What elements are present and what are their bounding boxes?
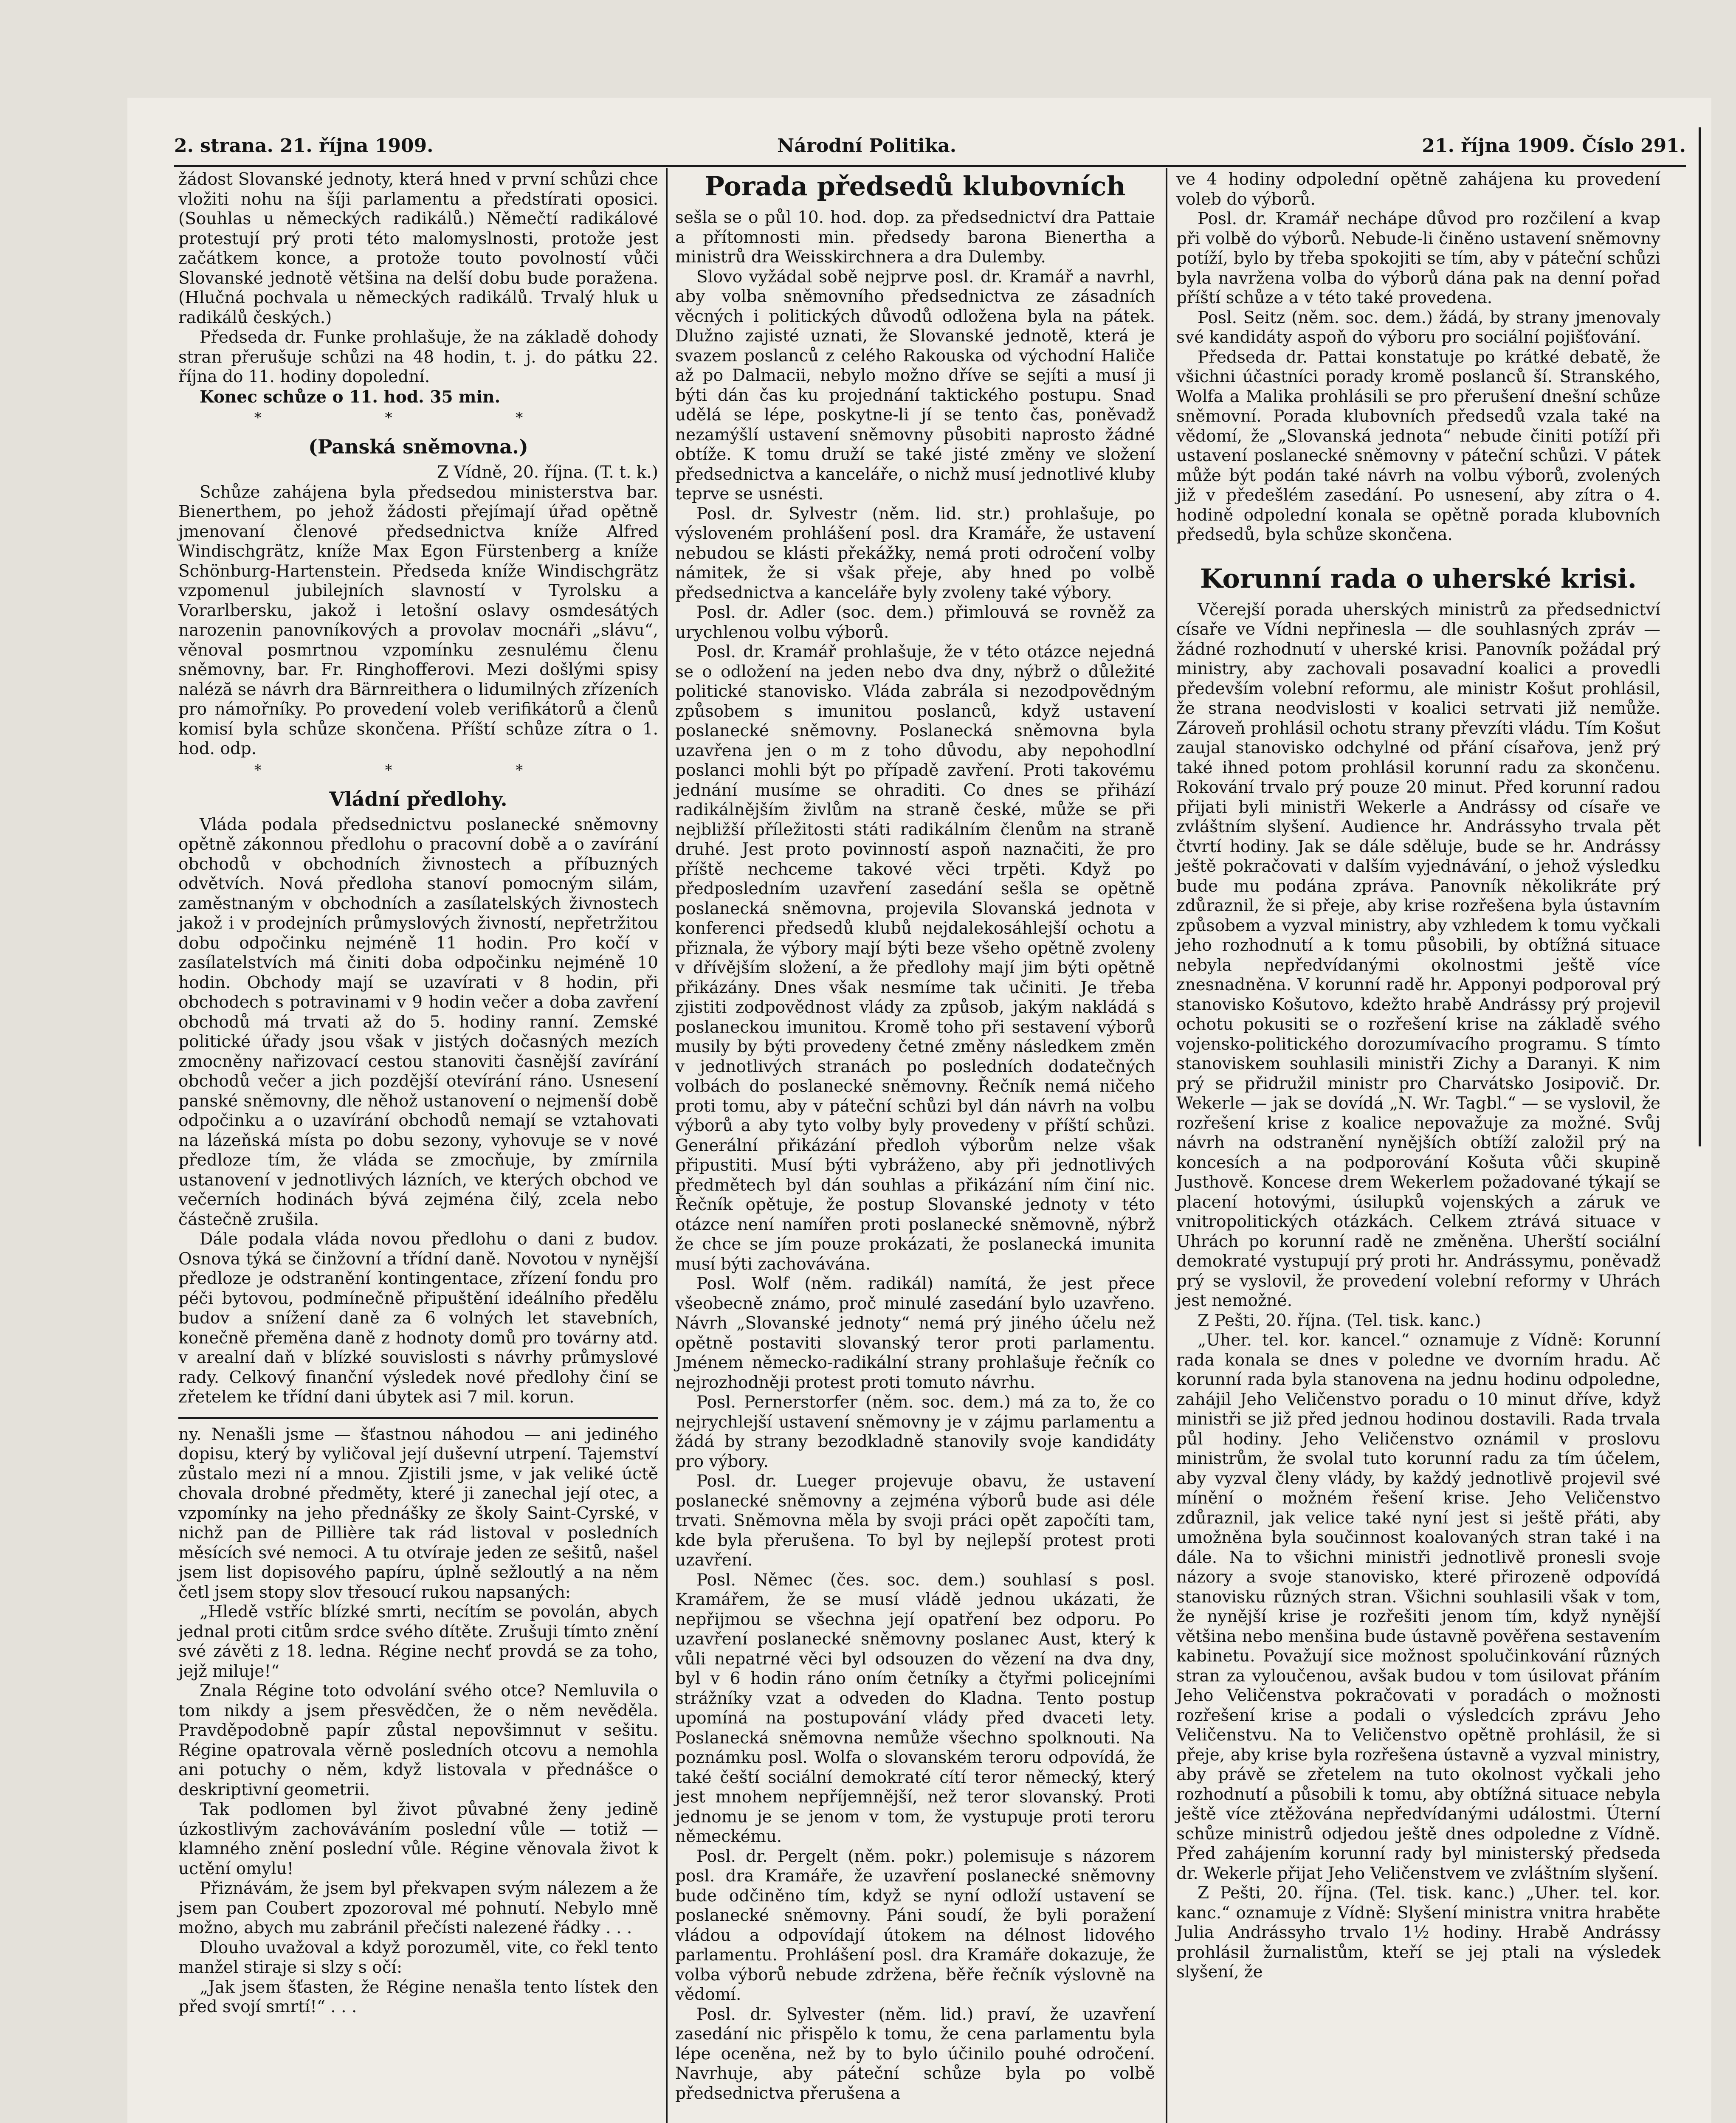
article-text: Posl. dr. Sylvestr (něm. lid. str.) prohlašuje, po výsloveném prohlášení posl. dra Kramáře, že ustavení nebudou se klásti překážky, nemá proti odročení volby námitek, že si však přeje, aby hned po volbě předsednictva a kanceláře byly zvoleny také výbory.: [675, 504, 1155, 603]
article-text: „Uher. tel. kor. kancel.“ oznamuje z Vídně: Korunní rada konala se dnes v poledne ve dvorním hradu. Ač korunní rada byla stanovena na jednu hodinu odpoledne, zahájil Jeho Veličenstvo poradu o 10 minut dříve, když ministři se již před jednou hodinou dostavili. Rada trvala půl hodiny. Jeho Veličenstvo oznámil v proslovu ministrům, že svolal tuto korunní radu za tím účelem, aby vyzval členy vlády, by každý jednotlivě projevil své mínění o možném řešení krise. Jeho Veličenstvo zdůraznil, jak velice také nyní jest si ještě přáti, aby umožněna byla součinnost koalovaných stran také i na dále. Na to všichni ministři jednotlivě pronesli svoje názory a svoje stanovisko, které přirozeně odpovídá stanovisku různých stran. Všichni souhlasili však v tom, že nynější krise je rozřešiti jenom tím, když nynější většina nebo menšina bude ústavně pověřena sestavením kabinetu. Považují sice možnost spolučinkování různých stran za vyloučenou, avšak budou v tom úsilovat přáním Jeho Veličenstva pokračovati v poradách o možnosti rozřešení krise a podali o výsledcích zprávu Jeho Veličenstvu. Na to Veličenstvo opětně prohlásil, že si přeje, aby krise byla rozřešena ústavně a vyzval ministry, aby právě se zřetelem na tuto okolnost vyčkali jeho rozhodnutí a působili k tomu, aby obtížná situace nebyla ještě více ztěžována nepředvídanými událostmi. Úterní schůze ministrů odjedou ještě dnes odpoledne z Vídně. Před zahájením korunní rady byl ministerský předseda dr. Wekerle přijat Jeho Veličenstvem ve zvláštním slyšení.: [1176, 1331, 1660, 1883]
header-masthead: Národní Politika.: [777, 135, 957, 157]
page-header: [174, 135, 1686, 165]
article-text: Posl. dr. Kramář prohlašuje, že v této otázce nejedná se o odložení na jeden nebo dva dny, nýbrž o důležité politické stanovisko. Vláda zabrála si nezodpovědným způsobem s imunitou poslanců, když ustavení poslanecké sněmovny. Poslanecká sněmovna byla uzavřena jen o m z toho důvodu, aby nepohodlní poslanci mohli být po případě zavření. Proti takovému jednání musíme se ohraditi. Co dnes se přihází radikálnějším živlům na straně české, může se při nejbližší příležitosti státi radikálním členům na straně druhé. Jest proto povinností aspoň naznačiti, že pro příště nechceme takové věci trpěti. Když po předposledním uzavření zasedání sešla se opětně poslanecká sněmovna, projevila Slovanská jednota v konferenci předsedů klubů nejdalekosáhlejší ochotu a přiznala, že výbory mají býti beze všeho opětně zvoleny v dřívějším složení, a že předlohy mají jim býti opětně přikázány. Dnes však nesmíme tak učiniti. Je třeba zjistiti zodpovědnost vlády za způsob, jakým nakládá s poslaneckou imunitou. Kromě toho při sestavení výborů musily by býti provedeny četné změny následkem změn v jednotlivých stranách po posledních dodatečných volbách do poslanecké sněmovny. Řečník nemá ničeho proti tomu, aby v páteční schůzi byl dán návrh na volbu výborů a aby tyto volby byly provedeny v příští schůzi. Generální přikázání předloh výborům nelze však připustiti. Musí býti vybráženo, aby při jednotlivých předmětech byl dán souhlas a přikázání ním činí nic. Řečník opětuje, že postup Slovanské jednoty v této otázce není namířen proti poslanecké sněmovně, nýbrž že chce se jím pouze prokázati, že poslanecká imunita musí býti zachovávána.: [675, 642, 1155, 1274]
article-text: Schůze zahájena byla předsedou ministerstva bar. Bienerthem, po jehož žádosti přejímají úřad opětně jmenovaní členové předsednictva kníže Alfred Windischgrätz, kníže Max Egon Fürstenberg a kníže Schönburg-Hartenstein. Předseda kníže Windischgrätz vzpomenul jubilejních slavností v Tyrolsku a Vorarlbersku, jakož i letošní oslavy osmdesátých narozenin panovníkových a provolav mocnáři „slávu“, věnoval posmrtnou vzpomínku zesnulému členu sněmovny, bar. Fr. Ringhofferovi. Mezi došlými spisy naléză se návrh dra Bärnreithera o lidumilných zřízeních pro námořníky. Po provedení voleb verifikátorů a členů komisí byla schůze skončena. Příští schůze zítra o 1. hod. odp.: [178, 482, 658, 758]
article-text: Vláda podala předsednictvu poslanecké sněmovny opětně zákonnou předlohu o pracovní době a o zavírání obchodů v obchodních živnostech a příbuzných odvětvích. Nová předloha stanoví pomocným silám, zaměstnaným v obchodních a zasílatelských živnostech jakož i v prodejních průmyslových živností, nepřetržitou dobu odpočinku nejméně 11 hodin. Pro kočí v zasílatelstvích má činiti doba odpočinku nejméně 10 hodin. Obchody mají se uzavírati v 8 hodin, při obchodech s potravinami v 9 hodin večer a doba zavření obchodů má trvati až do 5. hodiny ranní. Zemské politické úřady jsou však v jistých dočasných mezích zmocněny nařizovací cestou stanoviti časnější zavírání obchodů večer a jich pozdější otevírání ráno. Usnesení panské sněmovny, dle něhož ustanovení o nejmenší době odpočinku a o uzavírání obchodů nemají se vztahovati na lázeňská místa po dobu sezony, vyhovuje se v nové předloze tím, že vláda se zmocňuje, by zmírnila ustanovení v jednotlivých lázních, ve kterých obchod ve večerních hodinách bývá zejména čilý, zcela nebo částečně zrušila.: [178, 815, 658, 1229]
page-edge-strip: [1699, 127, 1727, 1146]
article-text: Posl. dr. Adler (soc. dem.) přimlouvá se rovněž za urychlenou volbu výborů.: [675, 603, 1155, 642]
feuilleton-text: Znala Régine toto odvolání svého otce? Nemluvila o tom nikdy a jsem přesvědčen, že o něm nevěděla. Pravděpodobně papír zůstal nepovšimnut v sešitu. Régine opatrovala věrně posledních otcovu a nemohla ani potuchy o něm, když listovala v přednášce o deskriptivní geometrii.: [178, 1681, 658, 1799]
header-page-date: 2. strana. 21. října 1909.: [174, 135, 434, 157]
article-text: Slovo vyžádal sobě nejprve posl. dr. Kramář a navrhl, aby volba sněmovního předsednictva ze zásadních věcných i politických důvodů odložena byla na pátek. Dlužno zajisté uznati, že Slovanské jednotě, která je svazem poslanců z celého Rakouska od východní Haliče až po Dalmacii, nebylo možno dříve se sejíti a musí ji býti dán čas ku projednání taktického postupu. Snad udělá se lépe, poskytne-li jí se tento čas, poněvadž nezamýšlí ustavení sněmovny působiti naprosto žádné obtíže. K tomu druží se také jisté změny ve složení předsednictva a kanceláře, o nichž musí jednotlivé kluby teprve se usnésti.: [675, 267, 1155, 504]
article-text: Posl. Wolf (něm. radikál) namítá, že jest přece všeobecně známo, proč minulé zasedání bylo uzavřeno. Návrh „Slovanské jednoty“ nemá prý jiného účelu než opětně postaviti slovanský teror proti parlamentu. Jménem německo-radikální strany prohlašuje řečník co nejrozhodněji protest proti tomuto návrhu.: [675, 1274, 1155, 1392]
headline-porada-predsedu: Porada předsedů klubovních: [705, 171, 1126, 202]
dateline: Z Pešti, 20. října. (Tel. tisk. kanc.): [1198, 1311, 1481, 1330]
column-divider-1: [666, 168, 668, 2123]
article-text: Včerejší porada uherských ministrů za předsednictví císaře ve Vídni nepřinesla — dle souhlasných zpráv — žádné rozhodnutí v uherské krisi. Panovník požádal prý ministry, aby zachovali posavadní koalici a provedli především volební reformu, ale ministr Košut prohlásil, že strana neodvislosti v koalici setrvati již nemůže. Zároveň prohlásil ochotu strany převzíti vládu. Tím Košut zaujal stanovisko odchylné od přání císařova, jenž prý také ihned potom prohlásil korunní radu za skončenu. Rokování trvalo prý pouze 20 minut. Před korunní radou přijati byli ministři Wekerle a Andrássy od císaře ve zvláštním slyšení. Audience hr. Andrássyho trvala pět čtvrtí hodiny. Jak se dále sděluje, bude se hr. Andrássy ještě pokračovati v dalším vyjednávání, o jehož výsledku bude mu podána zpráva. Panovník několikráte prý zdůraznil, že si přeje, aby krise rozřešena byla ústavním způsobem a vyzval ministry, aby vzhledem k tomu vyčkali jeho rozhodnutí a k tomu působili, by obtížná situace nebyla nepředvídanými okolnostmi ještě více znesnadněna. V korunní radě hr. Apponyi podporoval prý stanovisko Košutovo, kdežto hrabě Andrássy prý projevil ochotu pokusiti se o rozřešení krise na základě svého vojensko-politického dorozumívacího programu. S tímto stanoviskem souhlasili ministři Zichy a Daranyi. K nim prý se přidružil ministr pro Charvátsko Josipovič. Dr. Wekerle — jak se dovídá „N. Wr. Tagbl.“ — se vyslovil, že rozřešení krise z koalice nepovažuje za možné. Svůj návrh na odstranění nynějších obtíží založil prý na koncesích a na podporování Košuta vůči skupině Justhově. Koncese drem Wekerlem požadované týkají se placení hotovými, úsilupků vojenských a záruk ve vnitropolitických otázkách. Celkem ztrává situace v Uhrách po korunní radě ne změněna. Uherští sociální demokraté vystupují prý proti hr. Andrássymu, poněvadž prý se vyslovil, že provedení volební reformy v Uhrách jest nemožné.: [1176, 600, 1660, 1310]
article-text: ve 4 hodiny odpolední opětně zahájena ku provedení voleb do výborů.: [1176, 170, 1660, 209]
article-text: žádost Slovanské jednoty, která hned v první schůzi chce vložiti nohu na šíji parlamentu a předstírati oposici. (Souhlas u německých radikálů.) Němečtí radikálové protestují prý proti této malomyslnosti, protože jest začátkem konce, a protože touto povolností vůči Slovanské jednotě většina na delší dobu bude poražena. (Hlučná pochvala u německých radikálů. Trvalý hluk u radikálů českých.): [178, 170, 658, 327]
column-3: [1176, 170, 1660, 1982]
feuilleton-text: Přiznávám, že jsem byl překvapen svým nálezem a že jsem pan Coubert zpozoroval mé pohnutí. Nebylo mně možno, abych mu zabránil přečísti nalezené řádky . . .: [178, 1879, 658, 1937]
article-text: Posl. dr. Lueger projevuje obavu, že ustavení poslanecké sněmovny a zejména výborů bude asi déle trvati. Sněmovna měla by svoji práci opět započíti tam, kde byla přerušena. To byl by nejlepší protest proti uzavření.: [675, 1472, 1155, 1570]
dateline: Z Vídně, 20. října. (T. t. k.): [437, 463, 658, 482]
article-text: Z Pešti, 20. října. (Tel. tisk. kanc.) „Uher. tel. kor. kanc.“ oznamuje z Vídně: Slyšení ministra vnitra hraběte Julia Andrássyho trvalo 1½ hodiny. Hrabě Andrássy prohlásil žurnalistům, kteří se jej ptali na výsledek slyšení, že: [1176, 1884, 1660, 1982]
feuilleton-text: Tak podlomen byl život půvabné ženy jedině úzkostlivým zachováváním poslední vůle — totiž — klamného znění poslední vůle. Régine věnovala život k uctění omylu!: [178, 1800, 658, 1878]
article-text: sešla se o půl 10. hod. dop. za předsednictví dra Pattaie a přítomnosti min. předsedy barona Bienertha a ministrů dra Weisskirchnera a dra Dulemby.: [675, 208, 1155, 267]
session-end-line: Konec schůze o 11. hod. 35 min.: [200, 387, 501, 407]
article-text: Posl. dr. Kramář nechápe důvod pro rozčilení a kvap při volbě do výborů. Nebude-li činěno ustavení sněmovny potíží, bylo by třeba spokojiti se tím, aby v páteční schůzi byla navržena volba do výborů dána pak na denní pořad příští schůze a v této také provedena.: [1176, 209, 1660, 307]
article-text: Posl. dr. Sylvester (něm. lid.) praví, že uzavření zasedání nic přispělo k tomu, že cena parlamentu byla lépe oceněna, než by to bylo účinilo pouhé odročení. Navrhuje, aby páteční schůze byla po volbě předsednictva přerušena a: [675, 2005, 1155, 2103]
article-text: Posl. Němec (čes. soc. dem.) souhlasí s posl. Kramářem, že se musí vládě jednou ukázati, že nepřijmou se všechna její opatření bez odporu. Po uzavření poslanecké sněmovny poslanec Aust, který k vůli nepatrné věci byl odsouzen do vězení na dva dny, byl v 6 hodin ráno oním četníky a čtyřmi policejními strážníky vzat a odveden do Kladna. Tento postup upomíná na postupování vlády před dvaceti lety. Poslanecká sněmovna nemůže všechno spolknouti. Na poznámku posl. Wolfa o slovanském teroru odpovídá, že také čeští sociální demokraté cítí teror německý, který jest mnohem nepříjemnější, než teror slovanský. Proti jednomu je se jenom v tom, že vystupuje proti teroru německému.: [675, 1570, 1155, 1846]
header-rule: [174, 165, 1686, 167]
headline-korunni-rada: Korunní rada o uherské krisi.: [1200, 563, 1637, 594]
article-text: Posl. dr. Pergelt (něm. pokr.) polemisuje s názorem posl. dra Kramáře, že uzavření poslanecké sněmovny bude odčiněno tím, když se nyní odloží ustavení se poslanecké sněmovny. Páni soudí, že byli poražení vládou a odpovídají útokem na délnost lidového parlamentu. Prohlášení posl. dra Kramáře dokazuje, že volba výborů nebude zdržena, běře řečník výslovně na vědomí.: [675, 1847, 1155, 2004]
feuilleton-text: Dlouho uvažoval a když porozuměl, vite, co řekl tento manžel stiraje si slzy s očí:: [178, 1938, 658, 1977]
separator-stars: * * *: [254, 409, 583, 426]
feuilleton-text: „Jak jsem šťasten, že Régine nenašla tento lístek den před svojí smrtí!“ . . .: [178, 1977, 658, 2016]
feuilleton-text: „Hledě vstříc blízké smrti, necítím se povolán, abych jednal proti citům srdce svého dítěte. Zrušuji tímto znění své závěti z 18. ledna. Régine nechť provdá se za toho, jejž miluje!“: [178, 1602, 658, 1681]
feuilleton-text: ny. Nenašli jsme — šťastnou náhodou — ani jediného dopisu, který by vyličoval její duševní utrpení. Tajemství zůstalo mezi ní a mnou. Zjistili jsme, v jak veliké úctě chovala drobné předměty, které ji zanechal její otec, a vzpomínky na jeho přednášky ze školy Saint-Cyrské, v nichž pan de Pillière tak rád listoval v posledních měsících své nemoci. A tu otvíraje jeden ze sešitů, našel jsem list dopisového papíru, úplně sežloutlý a na něm četl jsem stopy slov třesoucí rukou napsaných:: [178, 1425, 658, 1602]
headline-vladni-predlohy: Vládní předlohy.: [329, 787, 507, 811]
article-text: Předseda dr. Pattai konstatuje po krátké debatě, že všichni účastníci porady kromě poslanců ší. Stranského, Wolfa a Malika prohlásili se pro přerušení dnešní schůze sněmovní. Porada klubovních předsedů vzala také na vědomí, že „Slovanská jednota“ nebude činiti potíží při ustavení poslanecké sněmovny v páteční schůzi. V pátek může být podán také návrh na volbu výborů, zvolených již v předešlém zasedání. Po usnesení, aby zítra o 4. hodině odpolední konala se opětně porada klubovních předsedů, byla schůze skončena.: [1176, 347, 1660, 544]
column-divider-2: [1166, 168, 1167, 2123]
feuilleton-rule: [178, 1417, 658, 1419]
header-issue: 21. října 1909. Číslo 291.: [1422, 135, 1686, 157]
article-text: Posl. Seitz (něm. soc. dem.) žádá, by strany jmenovaly své kandidáty aspoň do výboru pro sociální pojišťování.: [1176, 308, 1660, 347]
column-2: [675, 170, 1155, 2103]
column-1: [178, 170, 658, 2017]
article-text: Dále podala vláda novou předlohu o dani z budov. Osnova týká se činžovní a třídní daně. Novotou v nynější předloze je odstranění kontingentace, zřízení fondu pro péči bytovou, podmínečně připuštění ideálního předělu budov a snížení daně za 6 volných let stavebních, konečně přeměna daně z hodnoty domů pro továrny atd. v arealní daň v blízké souvislosti s návrhy průmyslové rady. Celkový finanční výsledek nové předlohy činí se zřetelem ke třídní dani úbytek asi 7 mil. korun.: [178, 1230, 658, 1407]
article-text: Předseda dr. Funke prohlašuje, že na základě dohody stran přerušuje schůzi na 48 hodin, t. j. do pátku 22. října do 11. hodiny dopolední.: [178, 328, 658, 386]
headline-panska-snemovna: (Panská sněmovna.): [308, 435, 528, 458]
article-text: Posl. Pernerstorfer (něm. soc. dem.) má za to, že co nejrychlejší ustavení sněmovny je v zájmu parlamentu a žádá by strany bezodkladně stanovily svoje kandidáty pro výbory.: [675, 1393, 1155, 1471]
separator-stars: * * *: [254, 761, 583, 779]
